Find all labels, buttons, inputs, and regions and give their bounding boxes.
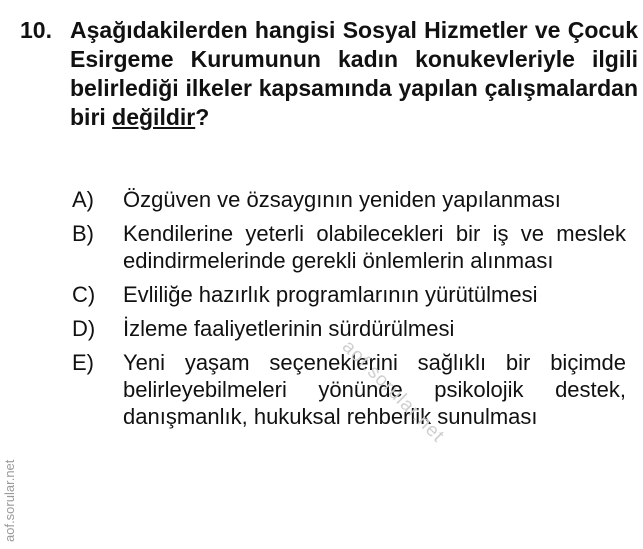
option-e[interactable] — [66, 349, 626, 430]
question-text — [70, 16, 638, 132]
option-letter: B) — [72, 221, 94, 246]
diagonal-watermark: aof.sorular.net — [337, 336, 449, 447]
option-text: İzleme faaliyetlerinin sürdürülmesi — [123, 316, 455, 341]
answer-options — [66, 186, 626, 437]
option-b[interactable] — [66, 220, 626, 274]
option-text: Evliliğe hazırlık programlarının yürütülmesi — [123, 282, 538, 307]
vertical-watermark: aof.sorular.net — [2, 459, 17, 542]
question-text-end: ? — [195, 104, 210, 130]
option-letter: D) — [72, 316, 96, 341]
option-c[interactable] — [66, 281, 626, 308]
option-letter: C) — [72, 282, 96, 307]
option-letter: E) — [72, 350, 94, 375]
option-text: Kendilerine yeterli olabilecekleri bir iş ve meslek edindirmelerinde gerekli önlemlerin alınması — [123, 221, 626, 273]
option-letter: A) — [72, 187, 94, 212]
option-d[interactable] — [66, 315, 626, 342]
option-a[interactable] — [66, 186, 626, 213]
question-number: 10. — [20, 17, 52, 43]
option-text: Özgüven ve özsaygının yeniden yapılanması — [123, 187, 561, 212]
question-emphasis: değildir — [112, 104, 196, 130]
option-text: Yeni yaşam seçeneklerini sağlıklı bir biçimde belirleyebilmeleri yönünde psikolojik destek, danışmanlık, hukuksal rehberlik sunulması — [123, 350, 626, 429]
question-text-main: Aşağıdakilerden hangisi Sosyal Hizmetler ve Çocuk Esirgeme Kurumunun kadın konukevleriyle ilgili belirlediği ilkeler kapsamında yapılan çalışmalardan biri — [70, 17, 638, 130]
